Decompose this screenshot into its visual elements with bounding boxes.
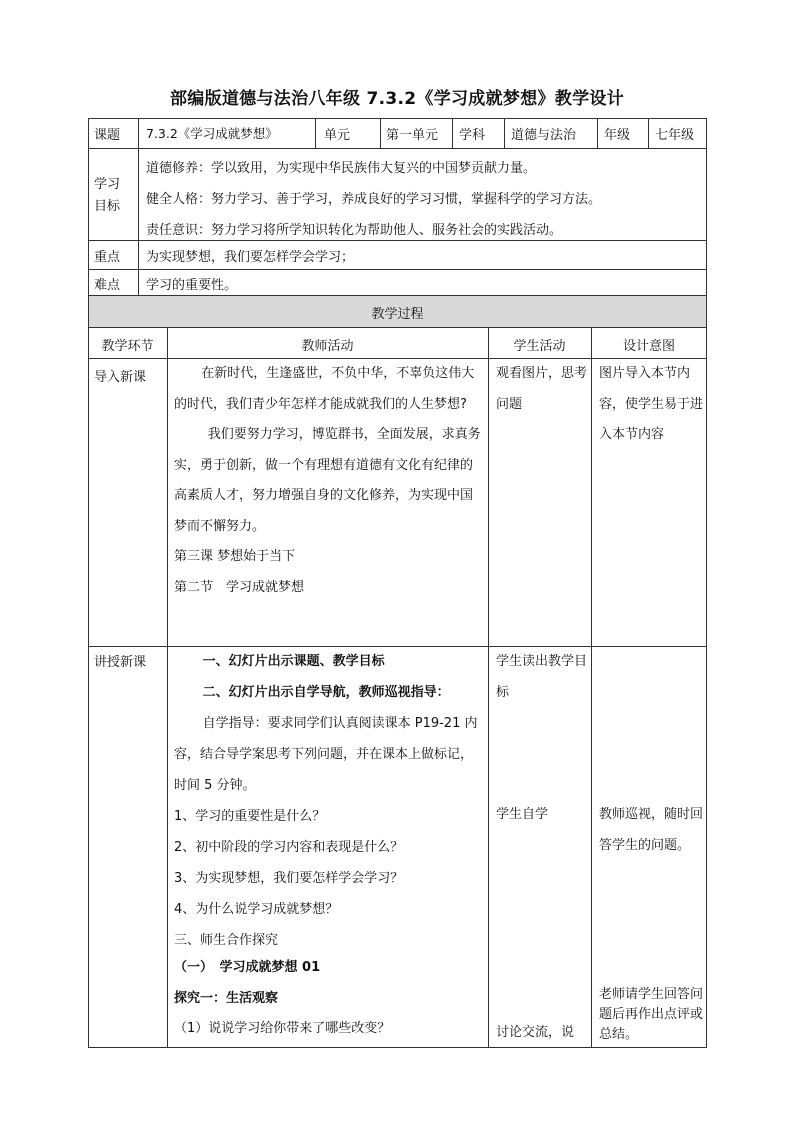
lecture-step-1: 一、幻灯片出示课题、教学目标 bbox=[202, 654, 385, 669]
lecture-intent-1: 教师巡视，随时回答学生的问题。 bbox=[599, 807, 704, 853]
lecture-prompt-1: （1）说说学习给你带来了哪些改变？ bbox=[174, 1021, 391, 1036]
lecture-question-1: 1、学习的重要性是什么？ bbox=[174, 809, 326, 824]
subject-label: 学科 bbox=[459, 128, 486, 143]
col-teacher: 教师活动 bbox=[301, 339, 354, 354]
lecture-stage: 讲授新课 bbox=[94, 655, 147, 670]
objectives-list bbox=[146, 153, 702, 246]
lecture-step-2: 二、幻灯片出示自学导航，教师巡视指导： bbox=[202, 685, 450, 700]
process-header: 教学过程 bbox=[371, 307, 424, 322]
objective-morality: 道德修养：学以致用，为实现中华民族伟大复兴的中国梦贡献力量。 bbox=[146, 161, 537, 176]
grade-value: 七年级 bbox=[655, 128, 695, 143]
key-point-label: 重点 bbox=[94, 250, 121, 265]
key-point-value: 为实现梦想，我们要怎样学会学习； bbox=[146, 250, 355, 265]
col-intent: 设计意图 bbox=[622, 339, 675, 354]
intro-teacher-section: 第二节 学习成就梦想 bbox=[174, 579, 305, 595]
lecture-intent-2: 老师请学生回答问题后再作出点评或总结。 bbox=[599, 987, 704, 1042]
objectives-label-line2: 目标 bbox=[94, 199, 121, 214]
topic-value: 7.3.2《学习成就梦想》 bbox=[146, 126, 278, 141]
intro-intent: 图片导入本节内容，使学生易于进入本节内容 bbox=[599, 366, 704, 442]
unit-label: 单元 bbox=[324, 128, 351, 143]
lecture-student-2: 学生自学 bbox=[496, 807, 549, 822]
intro-teacher-lesson: 第三课 梦想始于当下 bbox=[174, 549, 296, 564]
intro-teacher-p1: 在新时代，生逢盛世，不负中华，不辜负这伟大的时代，我们青少年怎样才能成就我们的人生梦想? bbox=[174, 366, 475, 412]
lecture-explore-1: 探究一：生活观察 bbox=[174, 991, 279, 1006]
objectives-label-line1: 学习 bbox=[94, 177, 121, 192]
intro-stage: 导入新课 bbox=[94, 370, 147, 385]
subject-value: 道德与法治 bbox=[511, 128, 577, 143]
topic-label: 课题 bbox=[94, 128, 121, 143]
objective-personality: 健全人格：努力学习、善于学习，养成良好的学习习惯，掌握科学的学习方法。 bbox=[146, 192, 602, 207]
lecture-student-1: 学生读出教学目标 bbox=[496, 654, 588, 700]
lecture-subsection-1: （一） 学习成就梦想 01 bbox=[174, 960, 321, 975]
objective-responsibility: 责任意识：努力学习将所学知识转化为帮助他人、服务社会的实践活动。 bbox=[146, 223, 563, 238]
document-title: 部编版道德与法治八年级 7.3.2《学习成就梦想》教学设计 bbox=[169, 89, 625, 109]
col-student: 学生活动 bbox=[513, 339, 566, 354]
objectives-label bbox=[94, 174, 120, 218]
grade-label: 年级 bbox=[604, 128, 631, 143]
lecture-question-3: 3、为实现梦想，我们要怎样学会学习？ bbox=[174, 871, 404, 886]
lecture-step-3: 三、师生合作探究 bbox=[174, 933, 279, 948]
lecture-question-2: 2、初中阶段的学习内容和表现是什么？ bbox=[174, 840, 404, 855]
col-stage: 教学环节 bbox=[101, 339, 154, 354]
difficulty-value: 学习的重要性。 bbox=[146, 278, 238, 293]
lecture-student-3: 讨论交流，说 bbox=[496, 1025, 575, 1040]
intro-student: 观看图片，思考问题 bbox=[496, 366, 588, 412]
intro-teacher-p2: 我们要努力学习，博览群书，全面发展，求真务实，勇于创新，做一个有理想有道德有文化有纪律的高素质人才，努力增强自身的文化修养，为实现中国梦而不懈努力。 bbox=[174, 427, 481, 534]
unit-value: 第一单元 bbox=[386, 128, 439, 143]
intro-teacher bbox=[174, 359, 483, 603]
lecture-self-study: 自学指导：要求同学们认真阅读课本 P19-21 内容，结合导学案思考下列问题，并在课本上做标记，时间 5 分钟。 bbox=[174, 716, 478, 793]
lecture-question-4: 4、为什么说学习成就梦想？ bbox=[174, 902, 339, 917]
lecture-teacher bbox=[174, 646, 483, 1040]
difficulty-label: 难点 bbox=[94, 278, 121, 293]
